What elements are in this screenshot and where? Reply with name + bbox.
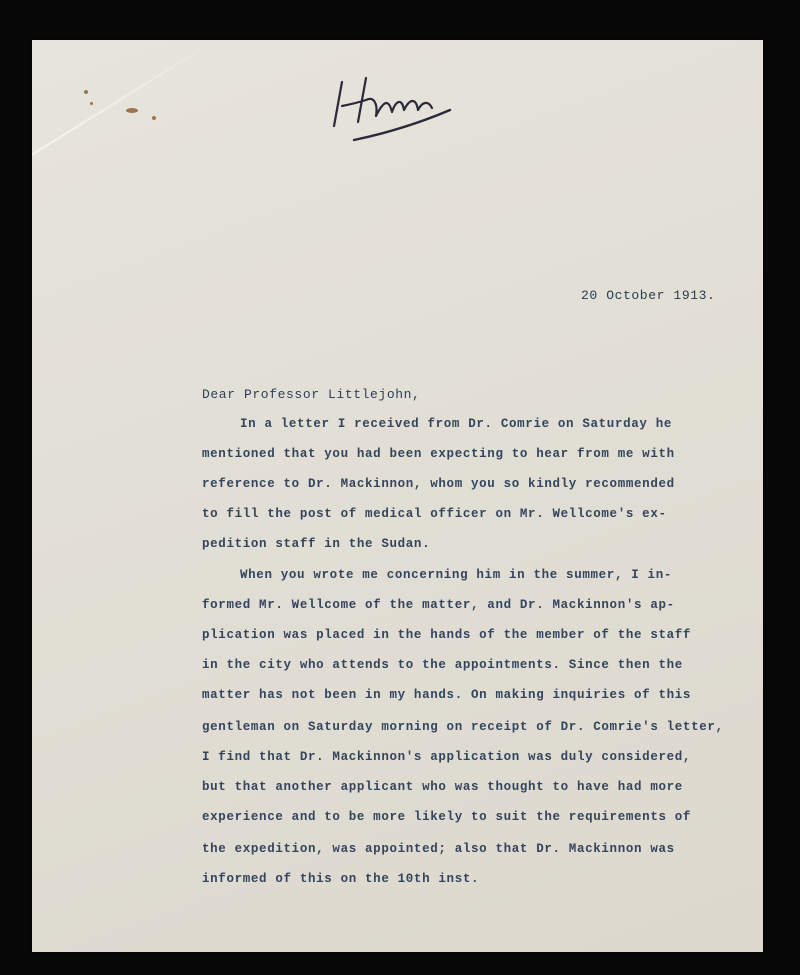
body-line: informed of this on the 10th inst.: [202, 872, 480, 886]
body-line: to fill the post of medical officer on Mr. Wellcome's ex-: [202, 507, 667, 521]
stain-mark: [90, 102, 93, 105]
body-line: In a letter I received from Dr. Comrie on Saturday he: [240, 417, 673, 431]
body-line: When you wrote me concerning him in the summer, I in-: [240, 568, 673, 582]
body-line: the expedition, was appointed; also that Dr. Mackinnon was: [202, 842, 675, 856]
paper-crease: [32, 40, 302, 162]
body-line: gentleman on Saturday morning on receipt of Dr. Comrie's letter,: [202, 720, 724, 734]
body-line: pedition staff in the Sudan.: [202, 537, 431, 551]
stain-mark: [126, 108, 138, 113]
body-line: mentioned that you had been expecting to hear from me with: [202, 447, 675, 461]
body-line: experience and to be more likely to suit the requirements of: [202, 810, 692, 824]
body-line: formed Mr. Wellcome of the matter, and Dr. Mackinnon's ap-: [202, 598, 675, 612]
letter-date: 20 October 1913.: [581, 288, 716, 303]
stain-mark: [152, 116, 156, 120]
body-line: in the city who attends to the appointments. Since then the: [202, 658, 683, 672]
body-line: reference to Dr. Mackinnon, whom you so kindly recommended: [202, 477, 675, 491]
stain-mark: [84, 90, 88, 94]
salutation: Dear Professor Littlejohn,: [202, 387, 421, 402]
body-line: but that another applicant who was thought to have had more: [202, 780, 683, 794]
body-line: matter has not been in my hands. On making inquiries of this: [202, 688, 692, 702]
handwritten-signature: [322, 64, 462, 144]
body-line: I find that Dr. Mackinnon's application was duly considered,: [202, 750, 692, 764]
letter-page: [32, 40, 763, 952]
body-line: plication was placed in the hands of the member of the staff: [202, 628, 692, 642]
